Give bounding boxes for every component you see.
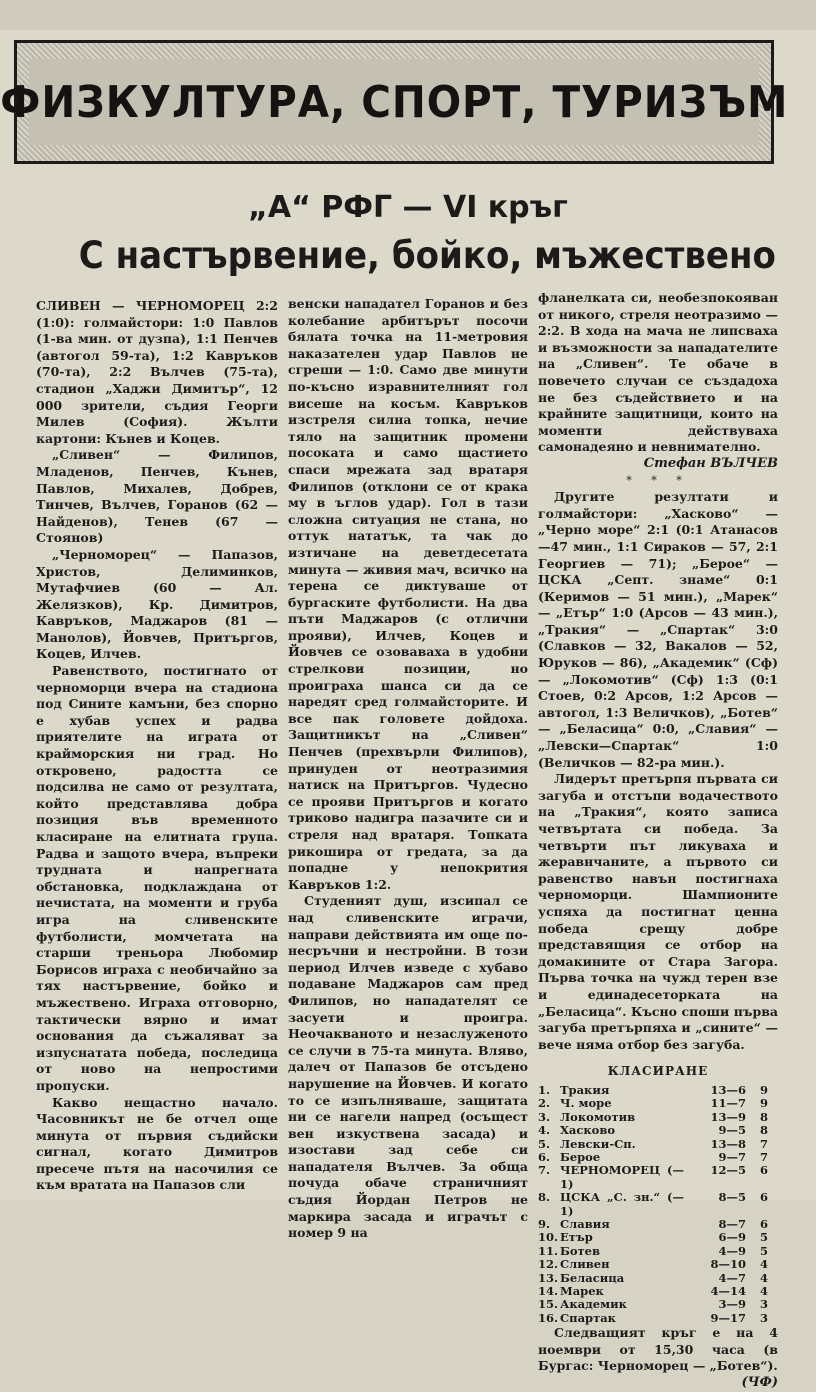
standings-pos: 15. xyxy=(538,1297,559,1312)
standings-pos: 16. xyxy=(538,1310,559,1325)
lineup-sliven: „Сливен“ — Филипов, Младенов, Пенчев, Кънев, Павлов, Михалев, Добрев, Тинчев, Вълчев, Горанов (62 — Найденов), Тенев (67 — Стоянов) xyxy=(36,447,278,546)
match-summary: СЛИВЕН — ЧЕРНОМОРЕЦ 2:2 (1:0): голмайстори: 1:0 Павлов (1-ва мин. от дузпа), 1:1 Пенчев (автогол 59-та), 1:2 Кавръков (70-та), 2:2 Вълчев (75-та), стадион „Хаджи Димитър“, 12 000 зрители, съдия Георги Милев (София). Жълти картони: Кънев и Коцев. xyxy=(36,298,278,446)
next-round-note: Следващият кръг е на 4 ноември от 15,30 часа (в Бургас: Черноморец — „Ботев“). xyxy=(538,1325,778,1374)
standings-team: Берое xyxy=(560,1149,601,1164)
standings-title: КЛАСИРАНЕ xyxy=(607,1064,709,1079)
standings-pos: 9. xyxy=(538,1216,551,1231)
other-results: Другите резултати и голмайстори: „Хасково“ — „Черно море“ 2:1 (0:1 Атанасов—47 мин., 1:1 Сираков — 57, 2:1 Георгиев — 71); „Берое“ — ЦСКА „Септ. знаме“ 0:1 (Керимов — 51 мин.), „Марек“ — „Етър“ 1:0 (Арсов — 43 мин.), „Тракия“ — „Спартак“ 3:0 (Славков — 32, Вакалов — 52, Юруков — 86), „Академик“ (Сф) — „Локомотив“ (Сф) 1:3 (0:1 Стоев, 0:2 Арсов, 1:2 Арсов — автогол, 1:3 Величков), „Ботев“ — „Беласица“ 0:0, „Славия“ — „Левски—Спартак“ 1:0 (Величков — 82-ра мин.). xyxy=(538,489,778,770)
standings-pos: 1. xyxy=(538,1082,551,1097)
standings-score: 6—9 xyxy=(718,1230,746,1245)
article-paragraph: Студеният душ, изсипал се над сливенските играчи, направи действията им още по-несръчни и нестройни. В този период Илчев изведе с хубаво подаване Маджаров сам пред Филипов, но нападателят се засуети и проигра. Неочакваното и незаслуженото се случи в 75-та минута. Вляво, далеч от Папазов бе отсъдено нарушение на Йовчев. И когато то се изпълняваше, защитата ни се нагели напред (осъщест вен изкуствена засада) и изостави зад себе си нападателя Вълчев. За обща почуда обаче страничният съдия Йордан Петров не маркира засада и играчът с номер 9 на xyxy=(288,893,528,1241)
standings-score: 4—9 xyxy=(718,1243,746,1258)
previous-page-edge xyxy=(0,0,816,30)
standings-pts: 4 xyxy=(759,1270,768,1285)
standings-score: 9—17 xyxy=(710,1310,746,1325)
standings-team: Тракия xyxy=(560,1082,610,1097)
table-row xyxy=(538,1312,768,1325)
standings-pts: 4 xyxy=(759,1257,768,1272)
section-banner xyxy=(0,40,789,164)
standings-pos: 12. xyxy=(538,1257,559,1272)
table-row xyxy=(538,1245,768,1258)
standings-score: 3—9 xyxy=(718,1297,746,1312)
standings-pts: 4 xyxy=(759,1284,768,1298)
section-title: ФИЗКУЛТУРА, СПОРТ, ТУРИЗЪМ xyxy=(0,76,789,128)
standings-pts: 7 xyxy=(759,1149,768,1164)
table-row xyxy=(538,1111,768,1124)
standings-score: 8—5 xyxy=(718,1190,746,1205)
standings-score: 9—5 xyxy=(718,1123,746,1138)
standings-pts: 3 xyxy=(759,1297,768,1312)
standings-team: Хасково xyxy=(560,1123,616,1138)
standings-score: 13—9 xyxy=(710,1109,746,1124)
table-row xyxy=(538,1191,768,1218)
table-row xyxy=(538,1231,768,1244)
standings-team: Локомотив xyxy=(560,1109,636,1124)
standings-pts: 5 xyxy=(759,1230,768,1245)
table-row xyxy=(538,1124,768,1137)
standings-pts: 6 xyxy=(759,1190,768,1205)
standings-pos: 4. xyxy=(538,1123,551,1138)
standings-score: 13—8 xyxy=(710,1136,746,1151)
standings-pos: 2. xyxy=(538,1096,551,1111)
table-row xyxy=(538,1298,768,1311)
standings-score: 4—14 xyxy=(710,1284,746,1298)
article-paragraph: Какво нещастно начало. Часовникът не бе отчел още минута от първия съдийски сигнал, когато Димитров пресече пътя на насочилия се към вратата на Папазов сли xyxy=(36,1094,278,1193)
standings-pts: 8 xyxy=(759,1123,768,1138)
standings-pts: 3 xyxy=(759,1310,768,1325)
credit: (ЧФ) xyxy=(741,1375,778,1390)
standings-team: Левски-Сп. xyxy=(560,1136,636,1151)
table-row xyxy=(538,1164,768,1191)
table-row xyxy=(538,1097,768,1110)
standings-score: 13—6 xyxy=(710,1082,746,1097)
table-row xyxy=(538,1218,768,1231)
standings-team: Славия xyxy=(560,1216,610,1231)
standings-pts: 6 xyxy=(759,1216,768,1231)
standings-pts: 6 xyxy=(759,1163,768,1178)
standings-team: Ч. море xyxy=(560,1096,612,1111)
separator-stars: * * * xyxy=(626,473,690,487)
table-row xyxy=(538,1272,768,1285)
standings-pos: 8. xyxy=(538,1190,551,1205)
round-commentary: Лидерът претърпя първата си загуба и отстъпи водачеството на „Тракия“, която записа четвъртата си победа. За четвърти път ликуваха и жеравнчаните, а първото си равенство навън постигнаха черноморци. Шампионите успяха да постигнат ценна победа срещу добре представящия се отбор на домакините от Стара Загора. Първа точка на чужд терен взе и единадесеторката на „Беласица“. Късно споши първа загуба претърпяха и „сините“ — вече няма отбор без загуба. xyxy=(538,771,778,1052)
standings-pts: 7 xyxy=(759,1136,768,1151)
standings-pos: 10. xyxy=(538,1230,559,1245)
standings-pos: 13. xyxy=(538,1270,559,1285)
article-paragraph: Равенството, постигнато от черноморци вчера на стадиона под Сините камъни, без спорно е хубав успех и радва приятелите на играта от крайморския ни град. Но откровено, радостта се подсилва не само от резултата, който представлява добра позиция във временното класиране на елитната група. Радва и защото вчера, въпреки трудната и напрегната обстановка, подклаждана от нечистата, на моменти и груба игра на сливенските футболисти, момчетата на старши треньора Любомир Борисов играха с необичайно за тях настървение, бойко и мъжествено. Играха отговорно, тактически вярно и имат основания да съжаляват за изпуснатата победа, последица от ново на непростими пропуски. xyxy=(36,663,278,1093)
standings-team: ЧЕРНОМОРЕЦ (—1) xyxy=(560,1163,684,1191)
standings-score: 9—7 xyxy=(718,1149,746,1164)
standings-pts: 8 xyxy=(759,1109,768,1124)
author-byline: Стефан ВЪЛЧЕВ xyxy=(643,455,778,471)
article-headline: С настървение, бойко, мъжествено xyxy=(78,234,776,277)
standings-team: Сливен xyxy=(560,1257,610,1272)
standings-team: Академик xyxy=(560,1297,627,1312)
standings-score: 8—10 xyxy=(710,1257,746,1272)
column-3 xyxy=(538,290,778,1390)
article-paragraph: фланелката си, необезпокояван от никого, стреля неотразимо — 2:2. В хода на мача не липсваха и възможности за нападателите на „Сливен“. Те обаче в повечето случаи се създадоха не без съдействието и на крайните защитници, които на моменти действуваха самонадеяно и невнимателно. xyxy=(538,290,778,455)
table-row xyxy=(538,1138,768,1151)
standings-score: 12—5 xyxy=(710,1163,746,1178)
standings-team: Етър xyxy=(560,1230,593,1245)
standings-pos: 3. xyxy=(538,1109,551,1124)
column-1 xyxy=(36,298,278,1198)
standings-pos: 7. xyxy=(538,1163,551,1178)
standings-pts: 9 xyxy=(759,1082,768,1097)
standings-table xyxy=(538,1084,768,1325)
standings-pos: 11. xyxy=(538,1243,559,1258)
standings-pts: 9 xyxy=(759,1096,768,1111)
standings-score: 4—7 xyxy=(718,1270,746,1285)
banner-inner xyxy=(0,59,789,145)
column-2 xyxy=(288,296,528,1241)
table-row xyxy=(538,1151,768,1164)
standings-team: Беласица xyxy=(560,1270,625,1285)
standings-pos: 14. xyxy=(538,1284,559,1298)
standings-score: 11—7 xyxy=(710,1096,746,1111)
article-paragraph: венски нападател Горанов и без колебание арбитърът посочи бялата точка на 11-метровия наказателен удар Павлов не сгреши — 1:0. Само две минути по-късно изравнителният гол висеше на косъм. Кавръков изстреля силна топка, нечие тяло на защитник промени посоката и само щастието спаси мрежата зад вратаря Филипов (отклони се от крака му в ъглов удар). Гол в тази сложна ситуация не стана, но оттук нататък, та чак до изтичане на деветдесетата минута — живия мач, всичко на терена се диктуваше от бургаските футболисти. На два пъти Маджаров (с отлични прояви), Илчев, Коцев и Йовчев се озоваваха в удобни стрелкови позиции, но проиграха шанса си да се наредят сред голмайсторите. И все пак головете дойдоха. Защитникът на „Сливен“ Пенчев (прехвърли Филипов), принуден от неотразимия натиск на Притъргов. Чудесно се прояви Притъргов и когато триково надигра пазачите си и стреля над вратаря. Топката рикошира от гредата, за да попадне у непокрития Кавръков 1:2. xyxy=(288,296,528,892)
standings-pos: 6. xyxy=(538,1149,551,1164)
standings-team: Марек xyxy=(560,1284,604,1298)
standings-team: ЦСКА „С. зн.“ (—1) xyxy=(560,1190,684,1218)
standings-team: Ботев xyxy=(560,1243,600,1258)
standings-score: 8—7 xyxy=(718,1216,746,1231)
round-subtitle: „А“ РФГ — VI кръг xyxy=(248,190,568,225)
standings-team: Спартак xyxy=(560,1310,616,1325)
standings-pos: 5. xyxy=(538,1136,551,1151)
table-row xyxy=(538,1084,768,1097)
table-row xyxy=(538,1258,768,1271)
standings-pts: 5 xyxy=(759,1243,768,1258)
table-row xyxy=(538,1285,768,1298)
lineup-chernomorets: „Черноморец“ — Папазов, Христов, Делиминков, Мутафчиев (60 — Ал. Желязков), Кр. Димитров, Кавръков, Маджаров (81 —Манолов), Йовчев, Притъргов, Коцев, Илчев. xyxy=(36,546,278,662)
